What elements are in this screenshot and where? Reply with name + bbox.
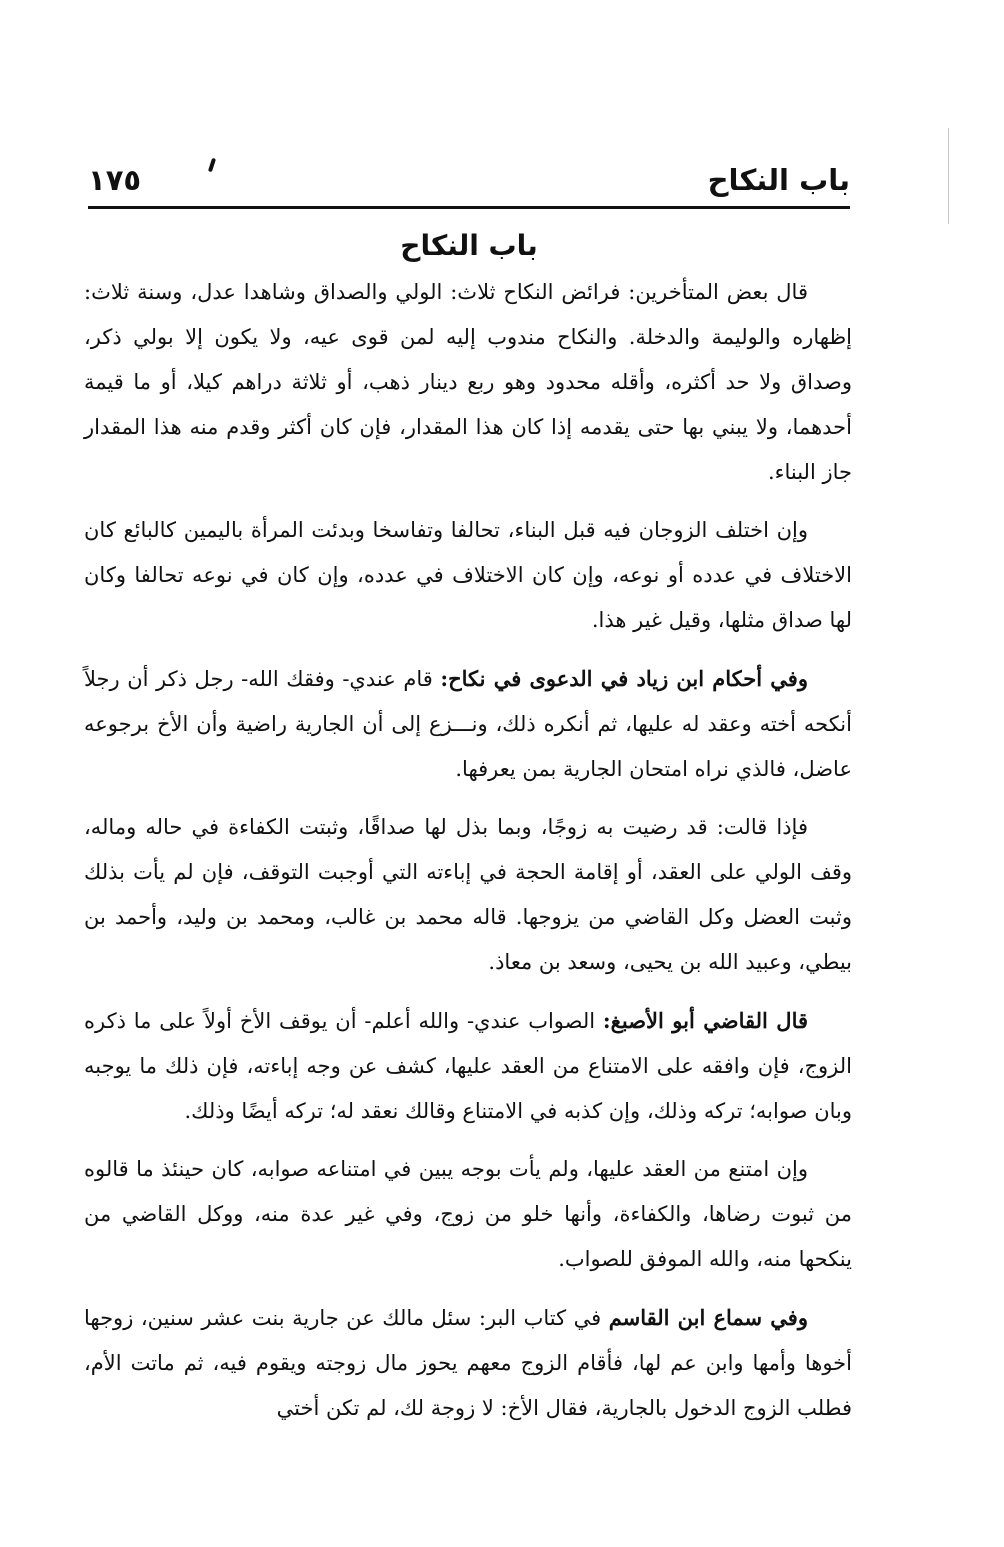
running-title: باب النكاح (707, 163, 850, 197)
header-rule (88, 206, 850, 209)
paragraph-text: الصواب عندي- والله أعلم- أن يوقف الأخ أولاً على ما ذكره الزوج، فإن وافقه على الامتناع من العقد عليها، كشف عن وجه إباءته، فإن ذلك ما يوجبه وبان صوابه؛ تركه وذلك، وإن كذبه في الامتناع وقالك نعقد له؛ تركه أيضًا وذلك. (84, 1009, 852, 1123)
paragraph-text: وإن امتنع من العقد عليها، ولم يأت بوجه يبين في امتناعه صوابه، كان حينئذ ما قالوه من ثبوت رضاها، والكفاءة، وأنها خلو من زوج، وفي غير عدة منه، ووكل القاضي من ينكحها منه، والله الموفق للصواب. (84, 1157, 852, 1271)
paragraph (84, 270, 852, 495)
paragraph (84, 1147, 852, 1282)
page-number: ١٧٥ (88, 163, 142, 197)
paragraph-text: وإن اختلف الزوجان فيه قبل البناء، تحالفا وتفاسخا وبدئت المرأة باليمين كالبائع كان الاختلاف في عدده أو نوعه، وإن كان الاختلاف في عدده، وإن كان في نوعه تحالفا وكان لها صداق مثلها، وقيل غير هذا. (84, 518, 852, 632)
scan-artifact-line (948, 128, 949, 224)
paragraph (84, 656, 852, 792)
paragraph-text: قال بعض المتأخرين: فرائض النكاح ثلاث: الولي والصداق وشاهدا عدل، وسنة ثلاث: إظهاره والوليمة والدخلة. والنكاح مندوب إليه لمن قوى عيه، ولا يكون إلا بولي ذكر، وصداق ولا حد أكثره، وأقله محدود وهو ربع دينار ذهب، أو ثلاثة دراهم كيلا، أو ما قيمة أحدهما، ولا يبني بها حتى يقدمه إذا كان هذا المقدار، فإن كان أكثر وقدم منه هذا المقدار جاز البناء. (84, 280, 852, 484)
paragraph (84, 508, 852, 643)
running-header (88, 160, 850, 204)
chapter-title: باب النكاح (400, 229, 538, 262)
paragraph-text: قام عندي- وفقك الله- رجل ذكر أن رجلاً أنكحه أخته وعقد له عليها، ثم أنكره ذلك، ونـــزع إلى أن الجارية راضية وأن الأخ برجوعه عاضل، فالذي نراه امتحان الجارية بمن يعرفها. (84, 667, 852, 781)
paragraph-lead: وفي سماع ابن القاسم (608, 1305, 808, 1330)
paragraph-lead: وفي أحكام ابن زياد في الدعوى في نكاح: (440, 666, 808, 691)
paragraph-lead: قال القاضي أبو الأصبغ: (602, 1008, 809, 1033)
body-text (84, 270, 852, 1444)
paragraph (84, 805, 852, 985)
paragraph (84, 998, 852, 1134)
paragraph-text: في كتاب البر: سئل مالك عن جارية بنت عشر سنين، زوجها أخوها وأمها وابن عم لها، فأقام الزوج معهم يحوز مال زوجته ويقوم فيه، ثم ماتت الأم، فطلب الزوج الدخول بالجارية، فقال الأخ: لا زوجة لك، لم تكن أختي (84, 1306, 852, 1420)
paragraph-text: فإذا قالت: قد رضيت به زوجًا، وبما بذل لها صداقًا، وثبتت الكفاءة في حاله وماله، وقف الولي على العقد، أو إقامة الحجة في إباءته التي أوجبت التوقف، فإن لم يأت بذلك وثبت العضل وكل القاضي من يزوجها. قاله محمد بن غالب، ومحمد بن وليد، وأحمد بن بيطي، وعبيد الله بن يحيى، وسعد بن معاذ. (84, 815, 852, 974)
paragraph (84, 1295, 852, 1431)
